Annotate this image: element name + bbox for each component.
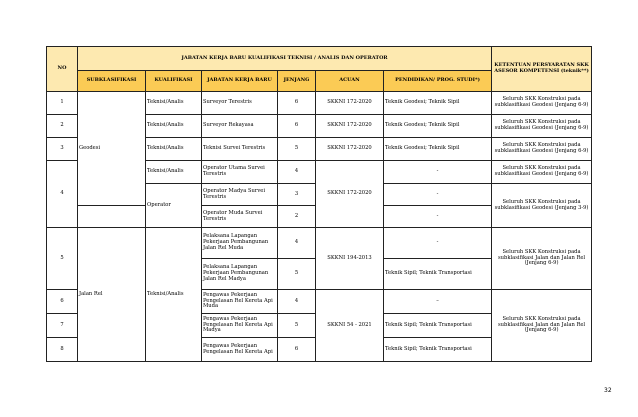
pendidikan-cell: Teknik Sipil; Teknik Transportasi: [384, 259, 492, 290]
header-no: NO: [47, 47, 78, 92]
kualifikasi-cell: Teknisi/Analis: [146, 115, 202, 138]
page-number: 32: [604, 387, 612, 394]
row-number: 1: [47, 92, 78, 115]
pendidikan-cell: Teknik Sipil; Teknik Transportasi: [384, 338, 492, 362]
ketentuan-cell: Seluruh SKK Konstruksi pada subklasifikasi Geodesi (Jenjang 6-9): [492, 92, 592, 115]
acuan-cell: SKKNI 194-2013: [316, 228, 384, 290]
row-number: 8: [47, 338, 78, 362]
jenjang-cell: 6: [278, 338, 316, 362]
header-kualifikasi: KUALIFIKASI: [146, 71, 202, 92]
pendidikan-cell: -: [384, 206, 492, 228]
ketentuan-cell: Seluruh SKK Konstruksi pada subklasifikasi Geodesi (Jenjang 6-9): [492, 115, 592, 138]
jabatan-cell: Pengawas Pekerjaan Pengelasan Rel Kereta Api: [202, 338, 278, 362]
jabatan-cell: Pengawas Pekerjaan Pengelasan Rel Kereta Api Madya: [202, 314, 278, 338]
header-jabatan: JABATAN KERJA BARU: [202, 71, 278, 92]
jabatan-cell: Surveyor Terestris: [202, 92, 278, 115]
jabatan-cell: Teknisi Survei Terestris: [202, 138, 278, 161]
jenjang-cell: 4: [278, 161, 316, 184]
ketentuan-cell: Seluruh SKK Konstruksi pada subklasifikasi Geodesi (Jenjang 6-9): [492, 161, 592, 184]
jabatan-cell: Pelaksana Lapangan Pekerjaan Pembangunan Jalan Rel Madya: [202, 259, 278, 290]
kualifikasi-cell: Teknisi/Analis: [146, 92, 202, 115]
jenjang-cell: 5: [278, 314, 316, 338]
ketentuan-cell: Seluruh SKK Konstruksi pada subklasifikasi Geodesi (Jenjang 6-9): [492, 138, 592, 161]
acuan-cell: SKKNI 172-2020: [316, 138, 384, 161]
acuan-cell: SKKNI 172-2020: [316, 92, 384, 115]
table-row: [47, 228, 592, 259]
row-number: 5: [47, 228, 78, 290]
jenjang-cell: 5: [278, 138, 316, 161]
subklasifikasi-cell: Geodesi: [78, 92, 146, 206]
pendidikan-cell: -: [384, 228, 492, 259]
jenjang-cell: 4: [278, 290, 316, 314]
row-number: 6: [47, 290, 78, 314]
acuan-cell: SKKNI 172-2020: [316, 161, 384, 228]
row-number: 3: [47, 138, 78, 161]
pendidikan-cell: -: [384, 161, 492, 184]
kualifikasi-cell: Teknisi/Analis: [146, 228, 202, 362]
header-jabatan-group: JABATAN KERJA BARU KUALIFIKASI TEKNISI / ANALIS DAN OPERATOR: [78, 47, 492, 71]
jenjang-cell: 2: [278, 206, 316, 228]
kualifikasi-cell: Operator: [146, 184, 202, 228]
header-ketentuan: KETENTUAN PERSYARATAN SKK ASESOR KOMPETENSI (teknik**): [492, 47, 592, 92]
jabatan-cell: Operator Madya Survei Terestris: [202, 184, 278, 206]
subklasifikasi-cell-empty: [78, 206, 146, 228]
kualifikasi-cell: Teknisi/Analis: [146, 138, 202, 161]
acuan-cell: SKKNI 54 - 2021: [316, 290, 384, 362]
kualifikasi-cell: Teknisi/Analis: [146, 161, 202, 184]
pendidikan-cell: -: [384, 184, 492, 206]
jenjang-cell: 6: [278, 92, 316, 115]
jabatan-cell: Pengawas Pekerjaan Pengelasan Rel Kereta Api Muda: [202, 290, 278, 314]
pendidikan-cell: Teknik Geodesi; Teknik Sipil: [384, 115, 492, 138]
jabatan-cell: Operator Utama Survei Terestris: [202, 161, 278, 184]
row-number: 2: [47, 115, 78, 138]
jenjang-cell: 4: [278, 228, 316, 259]
jenjang-cell: 6: [278, 115, 316, 138]
ketentuan-cell: Seluruh SKK Konstruksi pada subklasifikasi Geodesi (Jenjang 3-9): [492, 184, 592, 228]
pendidikan-cell: Teknik Geodesi; Teknik Sipil: [384, 92, 492, 115]
jenjang-cell: 5: [278, 259, 316, 290]
jabatan-cell: Pelaksana Lapangan Pekerjaan Pembangunan Jalan Rel Muda: [202, 228, 278, 259]
ketentuan-cell: Seluruh SKK Konstruksi pada subklasifikasi Jalan dan Jalan Rel (Jenjang 6-9): [492, 290, 592, 362]
acuan-cell: SKKNI 172-2020: [316, 115, 384, 138]
subklasifikasi-cell: Jalan Rel: [78, 228, 146, 362]
jabatan-cell: Operator Muda Survei Terestris: [202, 206, 278, 228]
header-acuan: ACUAN: [316, 71, 384, 92]
jenjang-cell: 3: [278, 184, 316, 206]
row-number: 7: [47, 314, 78, 338]
header-subklasifikasi: SUBKLASIFIKASI: [78, 71, 146, 92]
skk-table: [46, 46, 592, 362]
jabatan-cell: Surveyor Rekayasa: [202, 115, 278, 138]
pendidikan-cell: Teknik Sipil; Teknik Transportasi: [384, 314, 492, 338]
table-row: [47, 92, 592, 115]
header-pendidikan: PENDIDIKAN/ PROG. STUDI*): [384, 71, 492, 92]
pendidikan-cell: –: [384, 290, 492, 314]
pendidikan-cell: Teknik Geodesi; Teknik Sipil: [384, 138, 492, 161]
row-number: 4: [47, 161, 78, 228]
ketentuan-cell: Seluruh SKK Konstruksi pada subklasifikasi Jalan dan Jalan Rel (Jenjang 6-9): [492, 228, 592, 290]
header-jenjang: JENJANG: [278, 71, 316, 92]
